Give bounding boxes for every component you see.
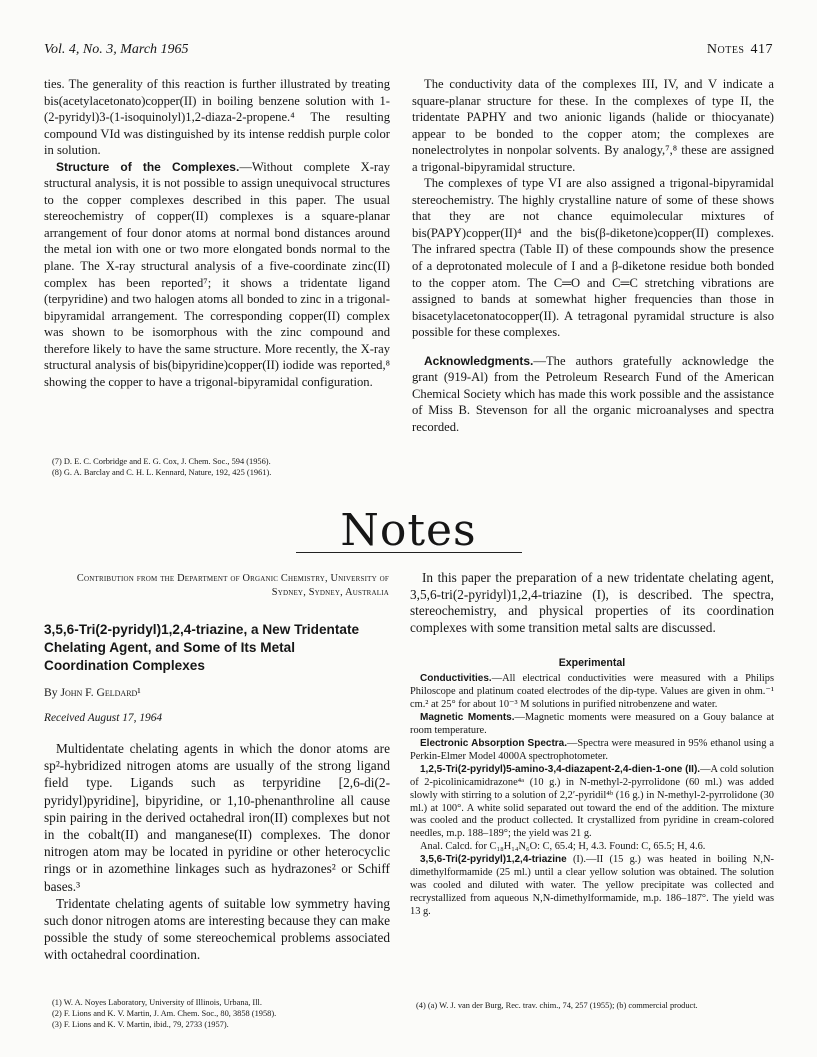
subsection-heading: Magnetic Moments. (420, 711, 515, 723)
section-heading: Acknowledgments. (424, 353, 534, 368)
paragraph (410, 738, 774, 764)
title-rule (296, 552, 522, 553)
footnote: (8) G. A. Barclay and C. H. L. Kennard, Nature, 192, 425 (1961). (52, 468, 272, 477)
running-header-right (707, 42, 773, 58)
paragraph-text: —All electrical conductivities were measured with a Philips Philoscope and platinum coated electrodes of the dip-type. Values are given in ohm.⁻¹ cm.² at 25° for about 10⁻³ M solutions in purified nitrobenzene and water. (410, 673, 774, 710)
footnotes-bottom-left (52, 997, 392, 1030)
notes-section-title: Notes (340, 505, 477, 556)
running-header-journal: Vol. 4, No. 3, March 1965 (44, 42, 189, 57)
paragraph-text: —Magnetic moments were measured on a Gouy balance at room temperature. (410, 711, 774, 736)
paragraph (412, 353, 774, 436)
contribution-line: Contribution from the Department of Organic Chemistry, University of Sydney, Sydney, Australia (76, 573, 389, 598)
author-name: John F. Geldard¹ (60, 686, 141, 699)
footnote: (2) F. Lions and K. V. Martin, J. Am. Chem. Soc., 80, 3858 (1958). (52, 1009, 277, 1018)
footnote: (1) W. A. Noyes Laboratory, University of Illinois, Urbana, Ill. (52, 998, 262, 1007)
paragraph-text: (I).—II (15 g.) was heated in boiling N,N-dimethylformamide (25 ml.) until a clear yellow solution was obtained. The solution was cooled and diluted with water. The yellow precipitate was collected and recrystallized from aqueous N,N-dimethylformamide, m.p. 186–187°. The yield was 13 g. (410, 854, 774, 918)
paragraph-text: —A cold solution of 2-picolinicamidrazone⁴ᵃ (10 g.) in N-methyl-2-pyrrolidone (60 ml.) was added slowly with stirring to a solution of 2,2′-pyridil⁴ᵇ (16 g.) in N-methyl-2-pyrrolidone (30 ml.) at 100°. A white solid separated out toward the end of the addition. The mixture was cooled and the product collected. It crystallized from pyridine in cream-colored needles, m.p. 188–189°; the yield was 21 g. (410, 763, 774, 840)
paragraph (410, 764, 774, 842)
section-heading: Structure of the Complexes. (56, 159, 240, 174)
experimental-heading: Experimental (558, 657, 626, 669)
experimental-column (410, 673, 774, 919)
footnote: (3) F. Lions and K. V. Martin, ibid., 79, 2733 (1957). (52, 1020, 229, 1029)
top-right-column (412, 76, 774, 435)
bottom-left-column (44, 740, 390, 964)
intro-paragraph-block (410, 570, 774, 636)
received-date: Received August 17, 1964 (44, 712, 163, 724)
section-name: Notes (706, 42, 745, 57)
footnotes-top-left (52, 456, 392, 478)
paragraph (410, 673, 774, 712)
byline (44, 686, 141, 699)
subsection-heading: 3,5,6-Tri(2-pyridyl)1,2,4-triazine (420, 854, 567, 866)
top-left-column (44, 76, 390, 390)
paragraph (44, 159, 390, 391)
paragraph (410, 854, 774, 919)
paragraph-text: —Spectra were measured in 95% ethanol using a Perkin-Elmer Model 4000A spectrophotometer. (410, 737, 774, 762)
paragraph: Multidentate chelating agents in which the donor atoms are sp²-hybridized nitrogen atoms are usually of the strong ligand field type. Ligands such as terpyridine [2,6-di(2-pyridyl)pyridine], bipyridine, or 1,10-phenanthroline all cause spin pairing in the derived octahedral iron(II) complexes but not in the cobalt(II) and manganese(II) complexes. The donor nitrogen atom may be located in pyridine or other heterocyclic rings or in azomethine linkages such as hydrazones² or Schiff bases.³ (44, 741, 390, 894)
paragraph-text: —The authors gratefully acknowledge the grant (919-Al) from the Petroleum Research Fund of the American Chemical Society which has made this work possible and the assistance of Miss B. Stevenson for all the organic microanalyses and spectra recorded. (412, 353, 774, 434)
paragraph: The conductivity data of the complexes III, IV, and V indicate a square-planar structure for these. In the complexes of type II, the tridentate PAPHY and two anionic ligands (halide or thiocyanate) appear to be bonded to the copper atom; the complexes are nonelectrolytes in nonpolar solvents. By analogy,⁷,⁸ these are assigned a trigonal-bipyramidal structure. (412, 77, 774, 174)
byline-prefix: By (44, 686, 58, 699)
paragraph (410, 712, 774, 738)
subsection-heading: Electronic Absorption Spectra. (420, 737, 568, 749)
paragraph: In this paper the preparation of a new tridentate chelating agent, 3,5,6-tri(2-pyridyl)1,2,4-triazine (I), is described. The spectra, stereochemistry, and physical properties of its coordination complexes with some transition metal salts are discussed. (410, 570, 774, 635)
article-title: 3,5,6-Tri(2-pyridyl)1,2,4-triazine, a New Tridentate Chelating Agent, and Some of Its Metal Coordination Complexes (44, 622, 360, 673)
subsection-heading: Conductivities. (420, 673, 492, 684)
paragraph: ties. The generality of this reaction is further illustrated by treating bis(acetylacetonato)copper(II) in boiling benzene solution with 1-(2-pyridyl)3-(1-isoquinolyl)1,2-diaza-2-propene.⁴ The resulting compound VId was distinguished by its intense reddish purple color in solution. (44, 77, 390, 158)
paragraph: Anal. Calcd. for C₁₈H₁₄N₆O: C, 65.4; H, 4.3. Found: C, 65.5; H, 4.6. (420, 841, 706, 853)
footnote: (4) (a) W. J. van der Burg, Rec. trav. chim., 74, 257 (1955); (b) commercial product. (416, 1001, 698, 1010)
paragraph: Tridentate chelating agents of suitable low symmetry having such donor nitrogen atoms are interesting because they can make possible the study of some stereochemical problems associated with octahedral coordination. (44, 895, 390, 963)
subsection-heading: 1,2,5-Tri(2-pyridyl)5-amino-3,4-diazapent-2,4-dien-1-one (II). (420, 763, 701, 775)
paragraph-text: —Without complete X-ray structural analysis, it is not possible to assign unequivocal structures to the copper complexes described in this paper. The usual stereochemistry of copper(II) complexes is a square-planar arrangement of four donor atoms at normal bond distances around the metal ion with one or two more elongated bonds normal to the plane. The X-ray structural analysis of a five-coordinate zinc(II) complex has been reported⁷; it shows a tridentate ligand (terpyridine) and two halogen atoms all bonded to zinc in a trigonal-bipyramidal arrangement. The corresponding copper(II) complex was shown to be isomorphous with the zinc compound and therefore likely to have the same structure. More recently, the X-ray structural analysis of bis(bipyridine)copper(II) iodide was reported,⁸ showing the copper to have a trigonal-bipyramidal configuration. (44, 159, 391, 389)
footnote: (7) D. E. C. Corbridge and E. G. Cox, J. Chem. Soc., 594 (1956). (52, 457, 271, 466)
paragraph: The complexes of type VI are also assigned a trigonal-bipyramidal stereochemistry. The highly crystalline nature of some of these shows that they are not chance equimolecular mixtures of bis(PAPY)copper(II)⁴ and the bis(β-diketone)copper(II) complexes. The infrared spectra (Table II) of these compounds show the presence of a deprotonated molecule of I and a β-diketone residue both bonded to the copper atom. The C═O and C═C stretching vibrations are assigned to bands at somewhat higher frequencies than those in bisacetylacetonatocopper(II). A tetragonal pyramidal structure is also possible for these complexes. (412, 176, 774, 340)
page-number: 417 (750, 42, 773, 57)
footnotes-bottom-right (416, 1000, 774, 1011)
